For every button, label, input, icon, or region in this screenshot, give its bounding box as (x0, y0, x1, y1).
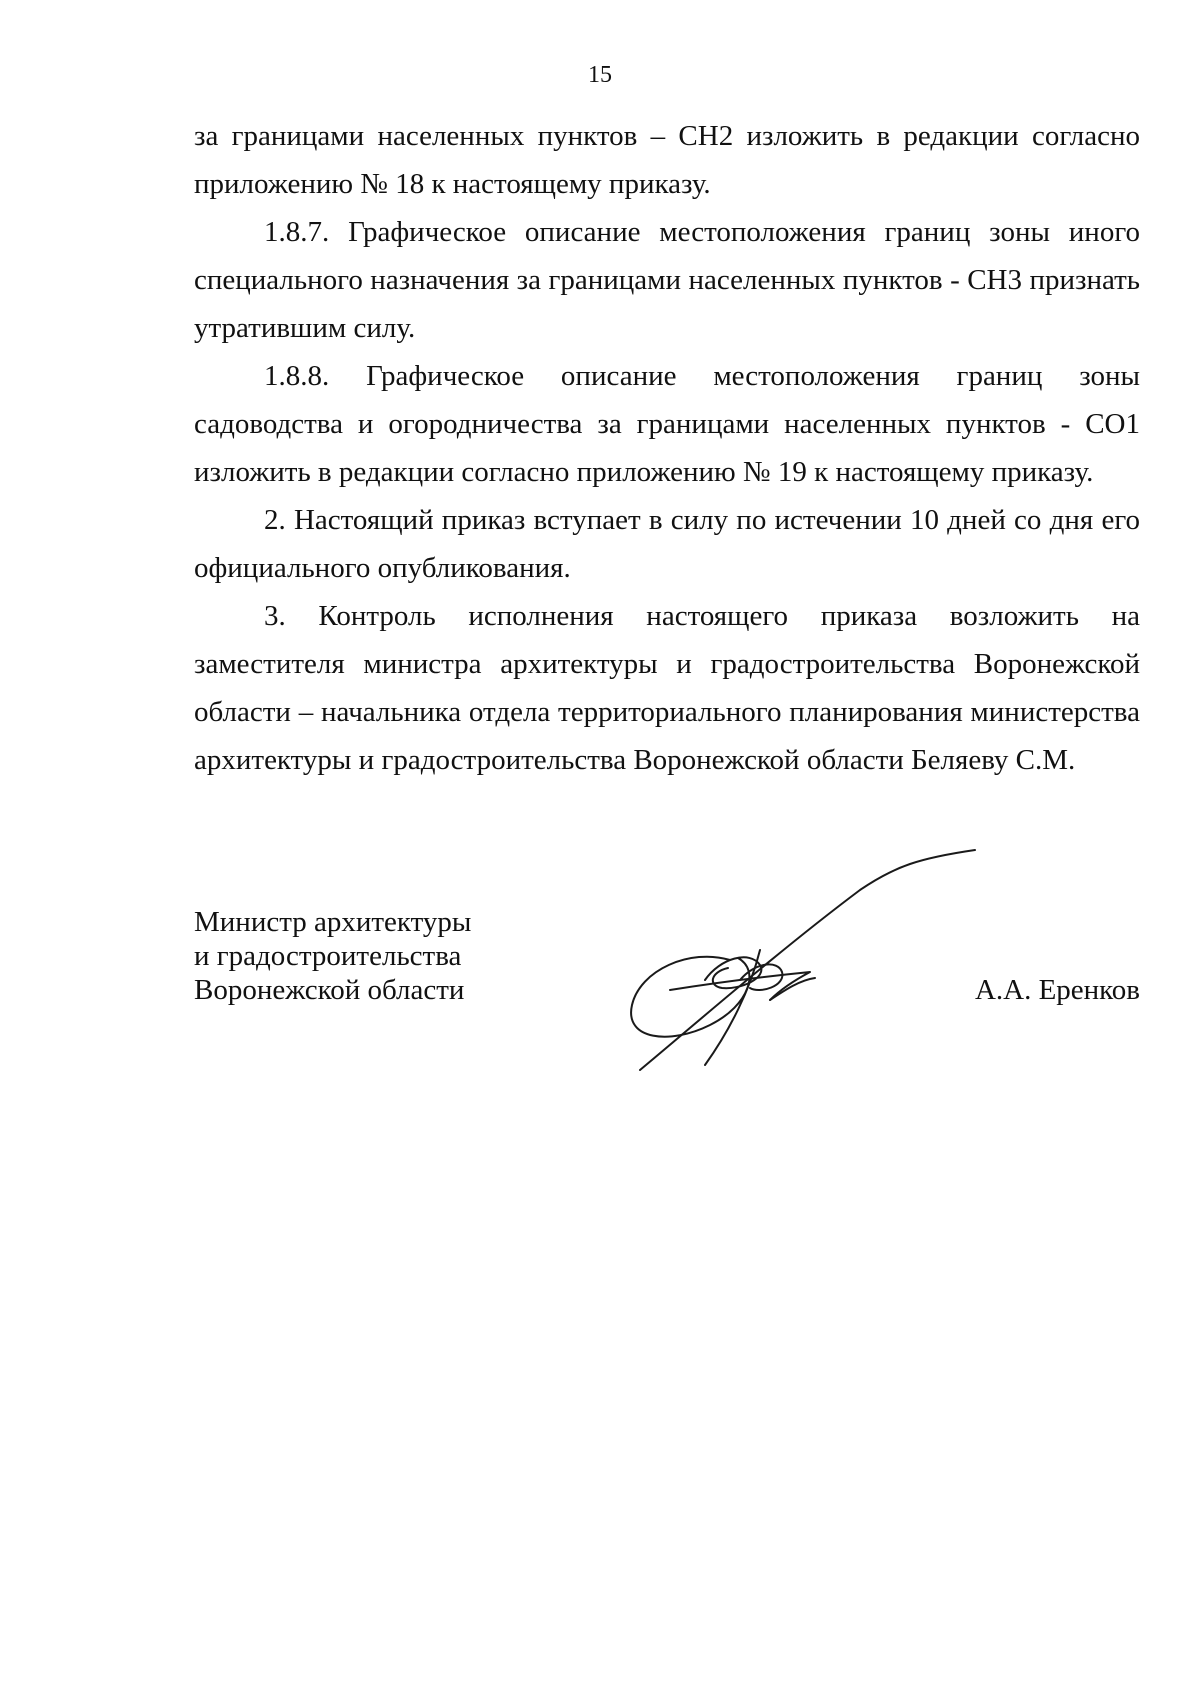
signer-position (194, 905, 471, 1007)
paragraph-3: 3. Контроль исполнения настоящего приказа возложить на заместителя министра архитектуры и градостроительства Воронежской области – начальника отдела территориального планирования министерства архитектуры и градостроительства Воронежской области Беляеву С.М. (194, 600, 1140, 776)
paragraph-1-8-8: 1.8.8. Графическое описание местоположения границ зоны садоводства и огородничества за границами населенных пунктов - СО1 изложить в редакции согласно приложению № 19 к настоящему приказу. (194, 360, 1140, 488)
paragraph-1-8-7: 1.8.7. Графическое описание местоположения границ зоны иного специального назначения за границами населенных пунктов - СН3 признать утратившим силу. (194, 216, 1140, 344)
page-number: 15 (588, 62, 612, 88)
signer-position-line: Воронежской области (194, 974, 465, 1006)
document-body (194, 112, 1140, 784)
handwritten-signature (610, 840, 1010, 1080)
paragraph-continuation: за границами населенных пунктов – СН2 изложить в редакции согласно приложению № 18 к настоящему приказу. (194, 120, 1140, 200)
signer-position-line: Министр архитектуры (194, 906, 472, 938)
paragraph-2: 2. Настоящий приказ вступает в силу по истечении 10 дней со дня его официального опубликования. (194, 504, 1140, 584)
signer-name: А.А. Еренков (974, 974, 1140, 1006)
signer-position-line: и градостроительства (194, 940, 462, 972)
